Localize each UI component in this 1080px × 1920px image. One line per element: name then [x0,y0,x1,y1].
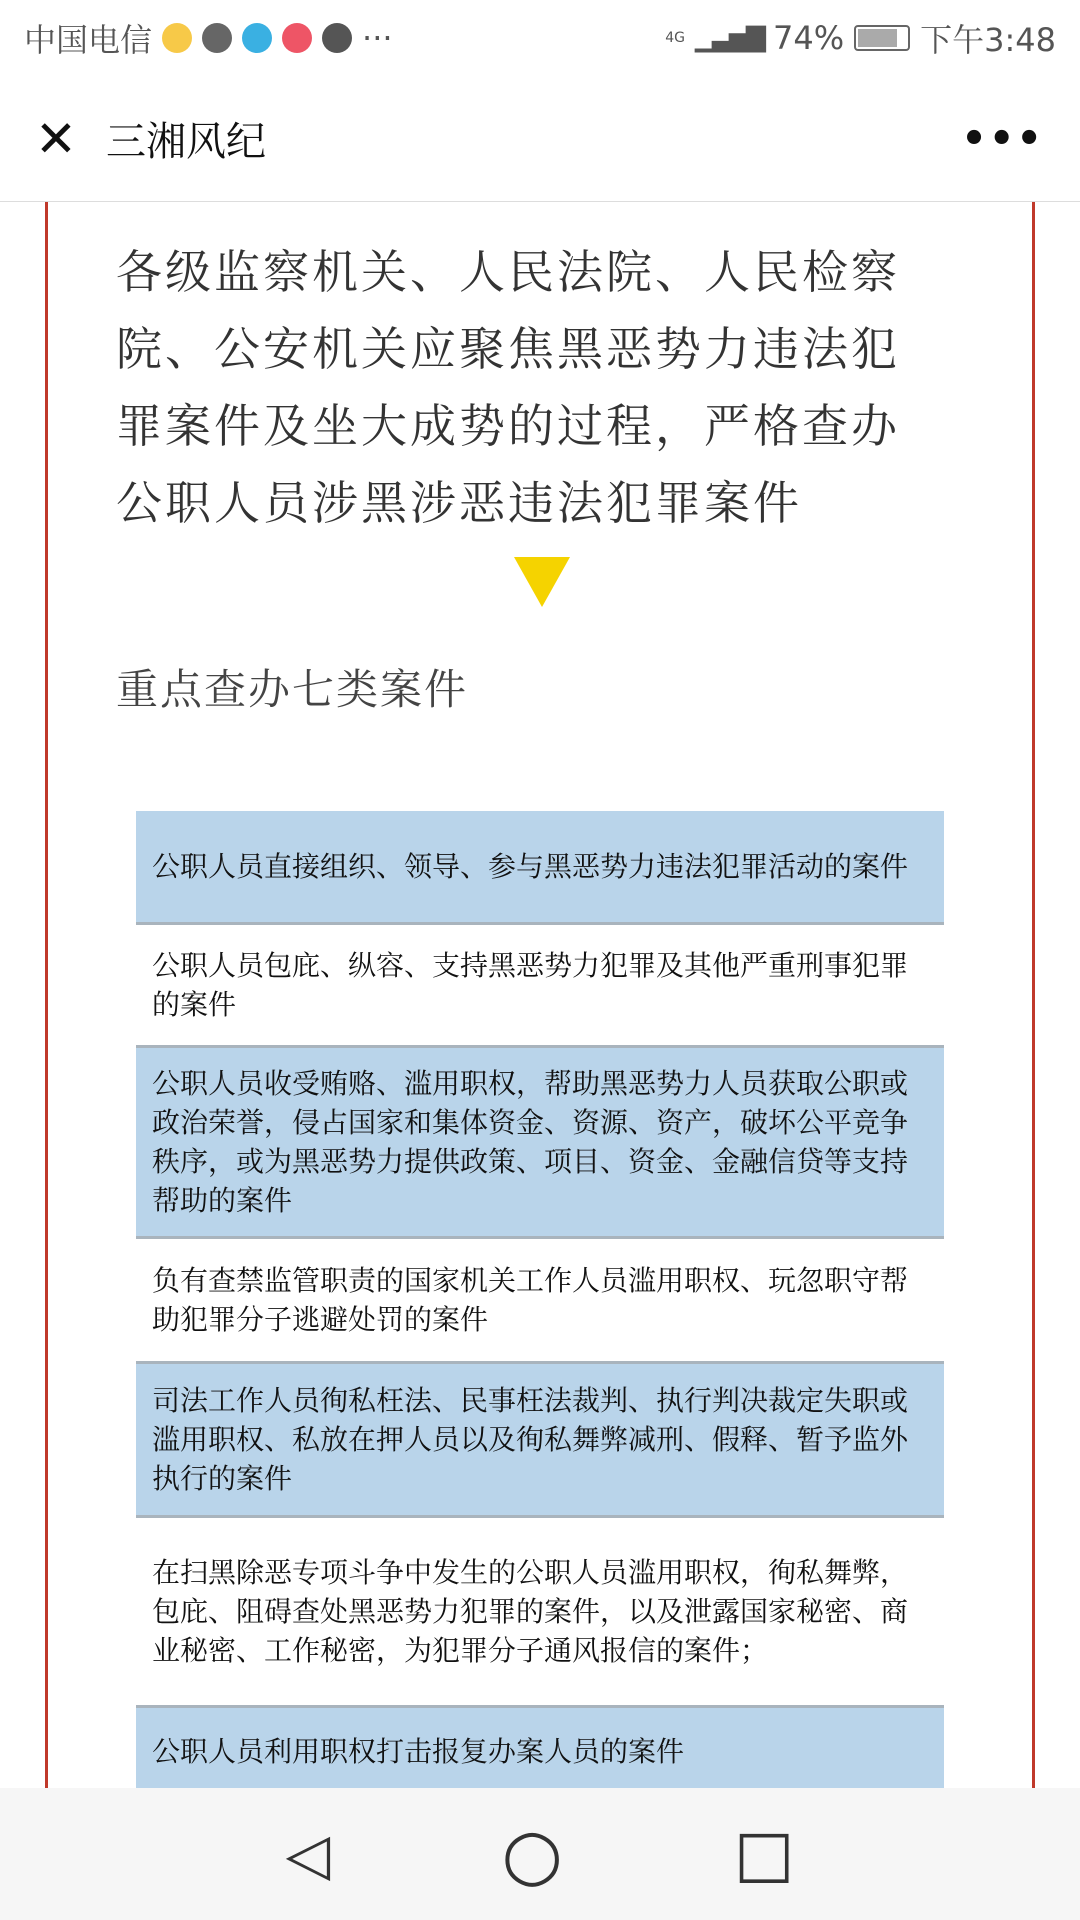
table-row: 公职人员收受贿赂、滥用职权，帮助黑恶势力人员获取公职或政治荣誉，侵占国家和集体资金、资源、资产，破坏公平竞争秩序，或为黑恶势力提供政策、项目、资金、金融信贷等支持帮助的案件 [136,1048,944,1239]
video-app-icon [242,23,272,53]
home-icon[interactable]: ○ [501,1813,563,1895]
clock: 下午3:48 [920,21,1056,59]
section-heading: 重点查办七类案件 [116,665,469,714]
down-triangle-icon [514,557,570,607]
app-icon [282,23,312,53]
article-content[interactable] [45,202,1035,1788]
carrier-label: 中国电信 [24,21,153,59]
table-row: 司法工作人员徇私枉法、民事枉法裁判、执行判决裁定失职或滥用职权、私放在押人员以及徇私舞弊减刑、假释、暂予监外执行的案件 [136,1364,944,1518]
more-options-button[interactable]: ••• [961,115,1044,162]
table-row: 公职人员直接组织、领导、参与黑恶势力违法犯罪活动的案件 [136,811,944,925]
battery-icon [854,25,910,51]
navigation-bar [0,1788,1080,1920]
wechat-icon [202,23,232,53]
page-title: 三湘风纪 [106,119,266,165]
table-row: 负有查禁监管职责的国家机关工作人员滥用职权、玩忽职守帮助犯罪分子逃避处罚的案件 [136,1239,944,1364]
case-table [136,811,944,1788]
back-icon[interactable]: ◁ [285,1820,331,1888]
table-row: 在扫黑除恶专项斗争中发生的公职人员滥用职权，徇私舞弊，包庇、阻碍查处黑恶势力犯罪的案件，以及泄露国家秘密、商业秘密、工作秘密，为犯罪分子通风报信的案件； [136,1518,944,1708]
more-notifications-icon: ··· [362,19,393,57]
signal-icon: ▁▃▅▇ [695,23,763,53]
network-type: 4G [665,30,686,46]
close-icon[interactable]: ✕ [35,109,77,168]
intro-paragraph: 各级监察机关、人民法院、人民检察院、公安机关应聚焦黑恶势力违法犯罪案件及坐大成势的过程，严格查办公职人员涉黑涉恶违法犯罪案件 [116,245,900,530]
recent-apps-icon[interactable]: □ [733,1817,795,1891]
status-bar [0,0,1080,76]
weibo-icon [162,23,192,53]
battery-percent: 74% [773,19,845,57]
audio-app-icon [322,23,352,53]
title-bar [0,76,1080,202]
table-row: 公职人员利用职权打击报复办案人员的案件 [136,1708,944,1788]
table-row: 公职人员包庇、纵容、支持黑恶势力犯罪及其他严重刑事犯罪的案件 [136,925,944,1048]
